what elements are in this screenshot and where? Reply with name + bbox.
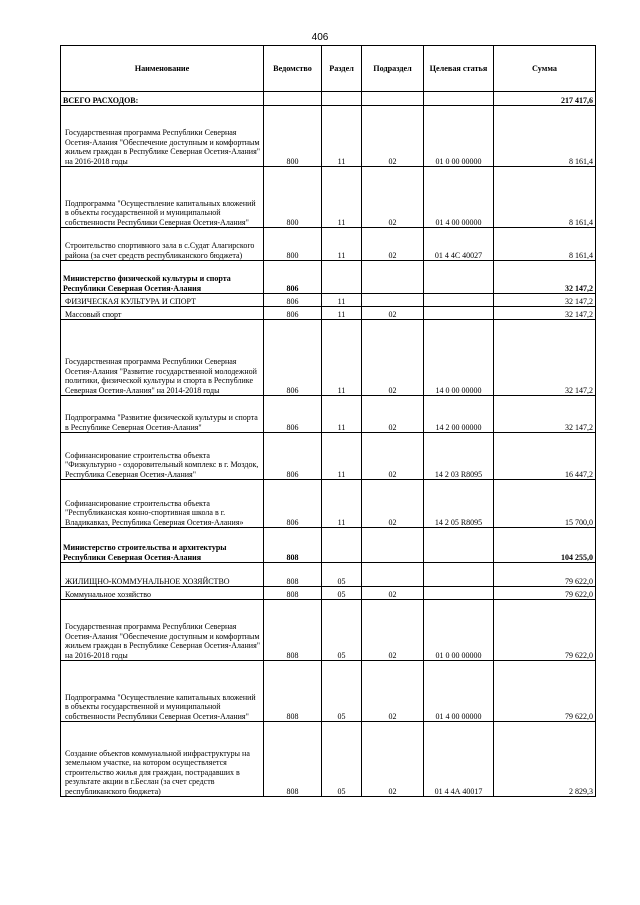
cell-sum: 79 622,0 bbox=[494, 587, 596, 600]
cell-name: ВСЕГО РАСХОДОВ: bbox=[61, 92, 264, 106]
cell-section: 11 bbox=[322, 294, 362, 307]
cell-name: Софинансирование строительства объекта "Физкультурно - оздоровительный комплекс в г. Моздок, Республика Северная Осетия-Алания" bbox=[61, 433, 264, 480]
cell-sum: 16 447,2 bbox=[494, 433, 596, 480]
cell-section: 11 bbox=[322, 228, 362, 261]
cell-target: 01 4 4С 40027 bbox=[424, 228, 494, 261]
cell-section: 05 bbox=[322, 722, 362, 797]
cell-dept: 806 bbox=[264, 261, 322, 294]
table-header-row bbox=[61, 46, 596, 92]
cell-target: 14 2 00 00000 bbox=[424, 396, 494, 433]
cell-section: 11 bbox=[322, 433, 362, 480]
cell-target: 14 0 00 00000 bbox=[424, 320, 494, 396]
table-row bbox=[61, 167, 596, 228]
cell-section: 11 bbox=[322, 396, 362, 433]
cell-name: ФИЗИЧЕСКАЯ КУЛЬТУРА И СПОРТ bbox=[61, 294, 264, 307]
header-dept: Ведомство bbox=[264, 46, 322, 92]
cell-dept: 808 bbox=[264, 528, 322, 563]
page-number: 406 bbox=[311, 32, 329, 43]
table-row bbox=[61, 528, 596, 563]
cell-sum: 32 147,2 bbox=[494, 307, 596, 320]
header-target: Целевая статья bbox=[424, 46, 494, 92]
cell-section bbox=[322, 528, 362, 563]
cell-sum: 79 622,0 bbox=[494, 563, 596, 587]
cell-subsection: 02 bbox=[362, 396, 424, 433]
cell-subsection: 02 bbox=[362, 228, 424, 261]
cell-sum: 8 161,4 bbox=[494, 106, 596, 167]
table-row bbox=[61, 722, 596, 797]
table-row bbox=[61, 294, 596, 307]
cell-subsection: 02 bbox=[362, 661, 424, 722]
cell-sum: 32 147,2 bbox=[494, 396, 596, 433]
cell-subsection: 02 bbox=[362, 480, 424, 528]
table-row bbox=[61, 600, 596, 661]
cell-sum: 32 147,2 bbox=[494, 320, 596, 396]
cell-section bbox=[322, 261, 362, 294]
cell-section: 05 bbox=[322, 587, 362, 600]
cell-subsection: 02 bbox=[362, 307, 424, 320]
cell-subsection: 02 bbox=[362, 320, 424, 396]
cell-subsection: 02 bbox=[362, 433, 424, 480]
cell-dept: 808 bbox=[264, 722, 322, 797]
cell-section: 05 bbox=[322, 563, 362, 587]
cell-section: 11 bbox=[322, 106, 362, 167]
cell-subsection: 02 bbox=[362, 600, 424, 661]
cell-name: Массовый спорт bbox=[61, 307, 264, 320]
table-row bbox=[61, 661, 596, 722]
cell-sum: 79 622,0 bbox=[494, 661, 596, 722]
cell-name: Подпрограмма "Осуществление капитальных вложений в объекты государственной и муниципальной собственности Республики Северная Осетия-Алания" bbox=[61, 661, 264, 722]
header-section: Раздел bbox=[322, 46, 362, 92]
cell-dept: 808 bbox=[264, 600, 322, 661]
header-sum: Сумма bbox=[494, 46, 596, 92]
cell-dept: 800 bbox=[264, 228, 322, 261]
header-name: Наименование bbox=[61, 46, 264, 92]
cell-target: 01 4 00 00000 bbox=[424, 661, 494, 722]
cell-subsection bbox=[362, 528, 424, 563]
cell-dept: 806 bbox=[264, 433, 322, 480]
table-body bbox=[61, 92, 596, 797]
cell-sum: 79 622,0 bbox=[494, 600, 596, 661]
cell-name: ЖИЛИЩНО-КОММУНАЛЬНОЕ ХОЗЯЙСТВО bbox=[61, 563, 264, 587]
cell-dept: 808 bbox=[264, 563, 322, 587]
cell-dept: 806 bbox=[264, 307, 322, 320]
header-subsection: Подраздел bbox=[362, 46, 424, 92]
cell-target: 01 4 00 00000 bbox=[424, 167, 494, 228]
cell-dept bbox=[264, 92, 322, 106]
table-row bbox=[61, 480, 596, 528]
table-row bbox=[61, 396, 596, 433]
cell-dept: 806 bbox=[264, 480, 322, 528]
cell-target: 01 0 00 00000 bbox=[424, 600, 494, 661]
cell-subsection: 02 bbox=[362, 587, 424, 600]
cell-name: Подпрограмма "Развитие физической культуры и спорта в Республике Северная Осетия-Алания" bbox=[61, 396, 264, 433]
cell-name: Государственная программа Республики Северная Осетия-Алания "Обеспечение доступным и комфортным жильем граждан в Республике Северная Осетия-Алания" на 2016-2018 годы bbox=[61, 600, 264, 661]
cell-target bbox=[424, 528, 494, 563]
cell-section: 11 bbox=[322, 307, 362, 320]
cell-subsection bbox=[362, 92, 424, 106]
cell-sum: 32 147,2 bbox=[494, 294, 596, 307]
cell-target: 14 2 05 R8095 bbox=[424, 480, 494, 528]
cell-name: Коммунальное хозяйство bbox=[61, 587, 264, 600]
cell-sum: 32 147,2 bbox=[494, 261, 596, 294]
cell-section: 05 bbox=[322, 600, 362, 661]
cell-name: Подпрограмма "Осуществление капитальных вложений в объекты государственной и муниципальной собственности Республики Северная Осетия-Алания" bbox=[61, 167, 264, 228]
cell-target bbox=[424, 92, 494, 106]
cell-dept: 806 bbox=[264, 294, 322, 307]
table-row bbox=[61, 228, 596, 261]
cell-name: Создание объектов коммунальной инфраструктуры на земельном участке, на котором осуществляется строительство жилья для граждан, пострадавших в результате акции в г.Беслан (за счет средств республиканского бюджета) bbox=[61, 722, 264, 797]
cell-sum: 8 161,4 bbox=[494, 228, 596, 261]
cell-name: Министерство физической культуры и спорта Республики Северная Осетия-Алания bbox=[61, 261, 264, 294]
cell-name: Государственная программа Республики Северная Осетия-Алания "Обеспечение доступным и комфортным жильем граждан в Республике Северная Осетия-Алания" на 2016-2018 годы bbox=[61, 106, 264, 167]
expenses-table bbox=[60, 45, 596, 797]
cell-target: 14 2 03 R8095 bbox=[424, 433, 494, 480]
cell-subsection: 02 bbox=[362, 167, 424, 228]
cell-name: Софинансирование строительства объекта "Республиканская конно-спортивная школа в г. Владикавказ, Республика Северная Осетия-Алания» bbox=[61, 480, 264, 528]
cell-target: 01 4 4А 40017 bbox=[424, 722, 494, 797]
cell-subsection bbox=[362, 563, 424, 587]
cell-name: Министерство строительства и архитектуры Республики Северная Осетия-Алания bbox=[61, 528, 264, 563]
cell-sum: 104 255,0 bbox=[494, 528, 596, 563]
table-row bbox=[61, 587, 596, 600]
table-row bbox=[61, 563, 596, 587]
table-row bbox=[61, 261, 596, 294]
table-row bbox=[61, 307, 596, 320]
cell-sum: 2 829,3 bbox=[494, 722, 596, 797]
cell-dept: 808 bbox=[264, 587, 322, 600]
cell-target bbox=[424, 294, 494, 307]
cell-name: Государственная программа Республики Северная Осетия-Алания "Развитие государственной молодежной политики, физической культуры и спорта в Республике Северная Осетия-Алания" на 2014-2018 годы bbox=[61, 320, 264, 396]
cell-target: 01 0 00 00000 bbox=[424, 106, 494, 167]
cell-subsection: 02 bbox=[362, 106, 424, 167]
cell-target bbox=[424, 261, 494, 294]
cell-section bbox=[322, 92, 362, 106]
cell-target bbox=[424, 307, 494, 320]
cell-subsection bbox=[362, 294, 424, 307]
cell-sum: 217 417,6 bbox=[494, 92, 596, 106]
cell-section: 05 bbox=[322, 661, 362, 722]
cell-dept: 808 bbox=[264, 661, 322, 722]
cell-dept: 806 bbox=[264, 320, 322, 396]
table-row bbox=[61, 92, 596, 106]
cell-section: 11 bbox=[322, 480, 362, 528]
cell-name: Строительство спортивного зала в с.Судат Алагирского района (за счет средств республиканского бюджета) bbox=[61, 228, 264, 261]
cell-section: 11 bbox=[322, 167, 362, 228]
cell-sum: 15 700,0 bbox=[494, 480, 596, 528]
cell-dept: 806 bbox=[264, 396, 322, 433]
cell-sum: 8 161,4 bbox=[494, 167, 596, 228]
table-row bbox=[61, 320, 596, 396]
cell-target bbox=[424, 563, 494, 587]
table-row bbox=[61, 106, 596, 167]
cell-subsection bbox=[362, 261, 424, 294]
cell-target bbox=[424, 587, 494, 600]
cell-subsection: 02 bbox=[362, 722, 424, 797]
cell-dept: 800 bbox=[264, 106, 322, 167]
cell-dept: 800 bbox=[264, 167, 322, 228]
table-row bbox=[61, 433, 596, 480]
cell-section: 11 bbox=[322, 320, 362, 396]
